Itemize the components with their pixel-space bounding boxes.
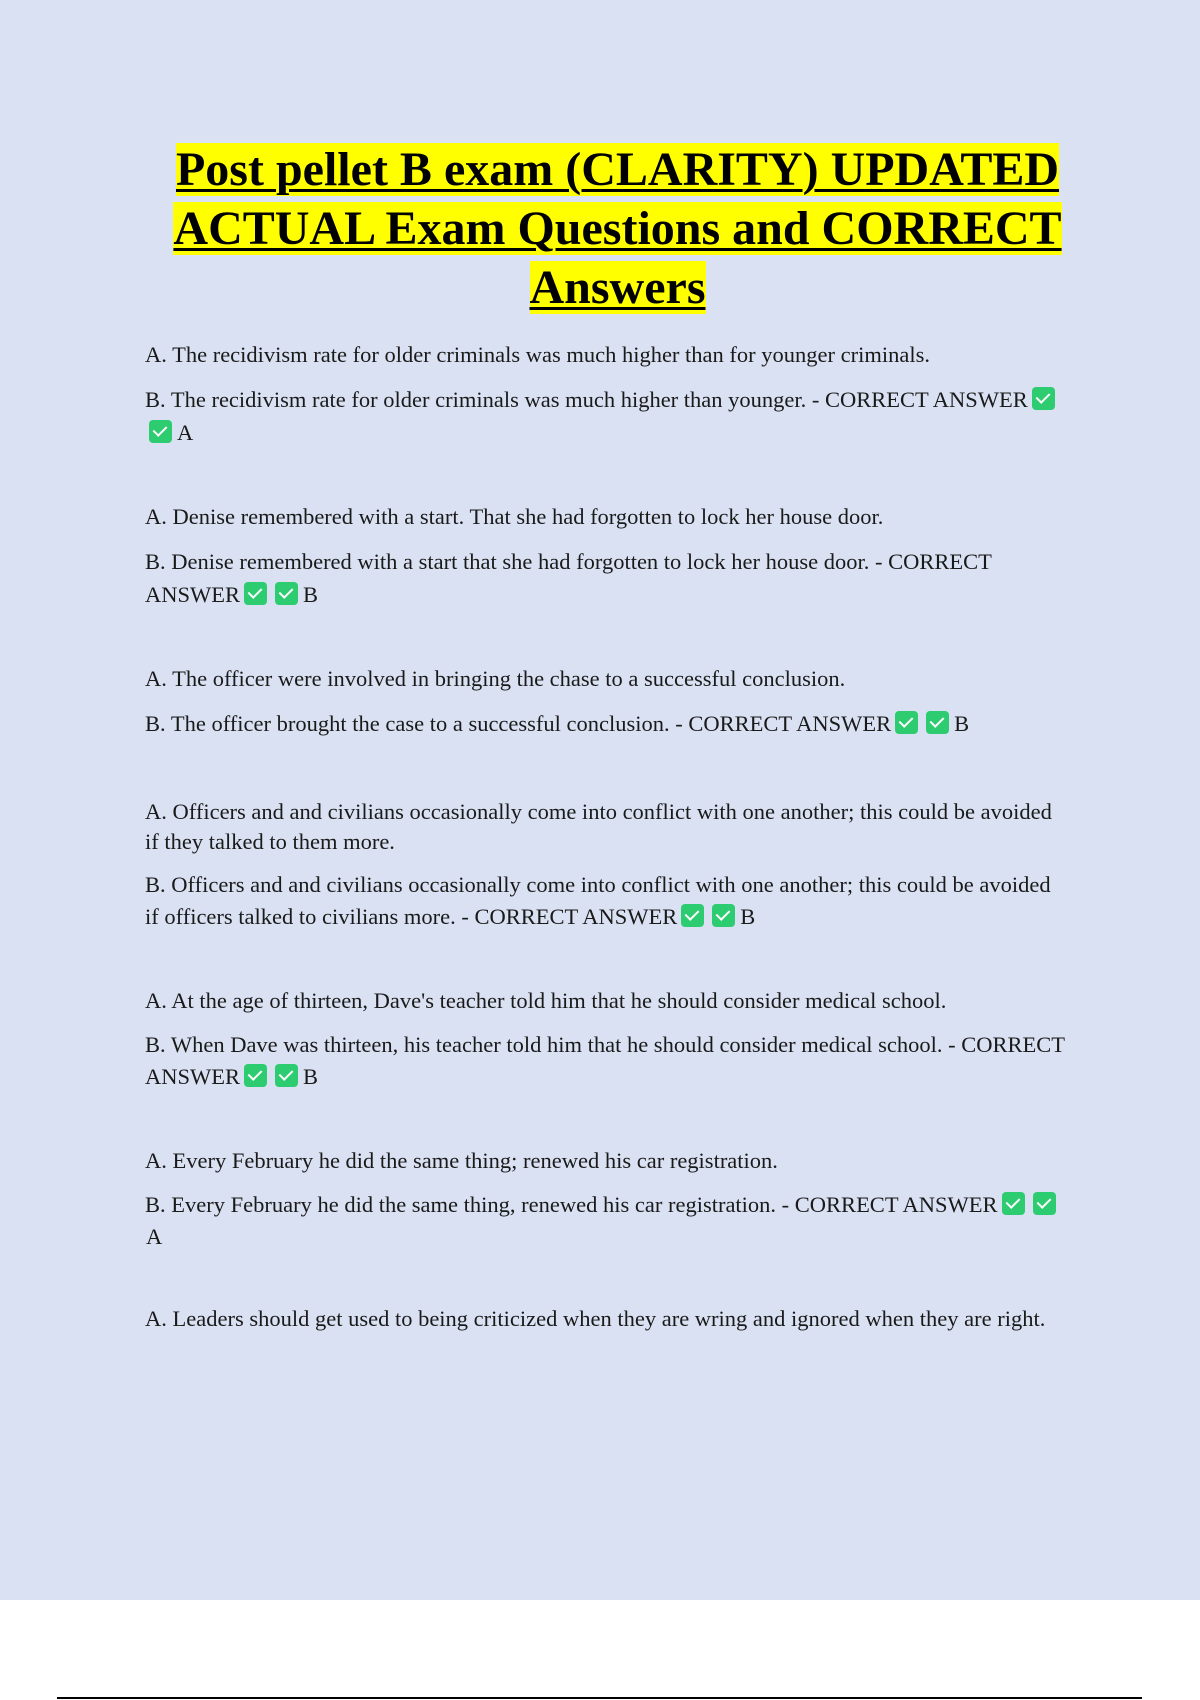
- option-b: [145, 1029, 1065, 1093]
- check-mark-icon: [681, 904, 704, 927]
- title-line: Post pellet B exam (CLARITY) UPDATED: [175, 143, 1060, 196]
- question-block: [145, 984, 1065, 1093]
- check-mark-icon: [712, 904, 735, 927]
- check-mark-icon: [275, 582, 298, 605]
- option-a: A. Leaders should get used to being criticized when they are wring and ignored when they are right.: [145, 1306, 1046, 1331]
- answer-letter: B: [954, 711, 970, 736]
- question-block: [145, 338, 1065, 449]
- option-b-text: B. Officers and and civilians occasionally come into conflict with one another; this could be avoided if officers talked to civilians more. - CORRECT ANSWER: [145, 872, 1051, 929]
- check-mark-icon: [149, 420, 172, 443]
- check-mark-icon: [1032, 387, 1055, 410]
- option-b: [145, 869, 1065, 933]
- check-mark-icon: [895, 711, 918, 734]
- option-a: A. Denise remembered with a start. That she had forgotten to lock her house door.: [145, 504, 884, 529]
- question-list: [145, 338, 1065, 1346]
- option-b: [145, 545, 1065, 611]
- option-a: A. Every February he did the same thing; renewed his car registration.: [145, 1148, 778, 1173]
- option-b-text: B. The recidivism rate for older criminals was much higher than younger. - CORRECT ANSWER: [145, 387, 1028, 412]
- answer-letter: B: [303, 582, 319, 607]
- answer-letter: A: [177, 420, 194, 445]
- option-b-text: B. Denise remembered with a start that she had forgotten to lock her house door. - CORRECT ANSWER: [145, 549, 992, 607]
- answer-letter: B: [303, 1064, 319, 1089]
- check-mark-icon: [1033, 1192, 1056, 1215]
- question-block: [145, 1144, 1065, 1253]
- question-block: [145, 797, 1065, 933]
- footer-divider: [57, 1697, 1142, 1699]
- option-a: A. The officer were involved in bringing the chase to a successful conclusion.: [145, 666, 846, 691]
- answer-letter: B: [740, 904, 756, 929]
- option-b-text: B. Every February he did the same thing, renewed his car registration. - CORRECT ANSWER: [145, 1192, 998, 1217]
- answer-letter: A: [146, 1224, 163, 1249]
- check-mark-icon: [926, 711, 949, 734]
- option-a: A. Officers and and civilians occasionally come into conflict with one another; this could be avoided if they talked to them more.: [145, 799, 1052, 854]
- question-block: [145, 662, 1065, 740]
- option-b-text: B. When Dave was thirteen, his teacher told him that he should consider medical school. - CORRECT ANSWER: [145, 1032, 1065, 1089]
- option-a: A. At the age of thirteen, Dave's teacher told him that he should consider medical school.: [145, 988, 947, 1013]
- option-b: [145, 383, 1065, 449]
- option-b: [145, 1189, 1065, 1253]
- check-mark-icon: [244, 1064, 267, 1087]
- check-mark-icon: [275, 1064, 298, 1087]
- question-block: [145, 1304, 1065, 1334]
- title-line: Answers: [529, 261, 706, 314]
- question-block: [145, 500, 1065, 611]
- option-b-text: B. The officer brought the case to a successful conclusion. - CORRECT ANSWER: [145, 711, 892, 736]
- option-b: [145, 707, 1065, 740]
- document-title: [145, 140, 1090, 317]
- title-line: ACTUAL Exam Questions and CORRECT: [173, 202, 1062, 255]
- option-a: A. The recidivism rate for older criminals was much higher than for younger criminals.: [145, 342, 930, 367]
- check-mark-icon: [1002, 1192, 1025, 1215]
- check-mark-icon: [244, 582, 267, 605]
